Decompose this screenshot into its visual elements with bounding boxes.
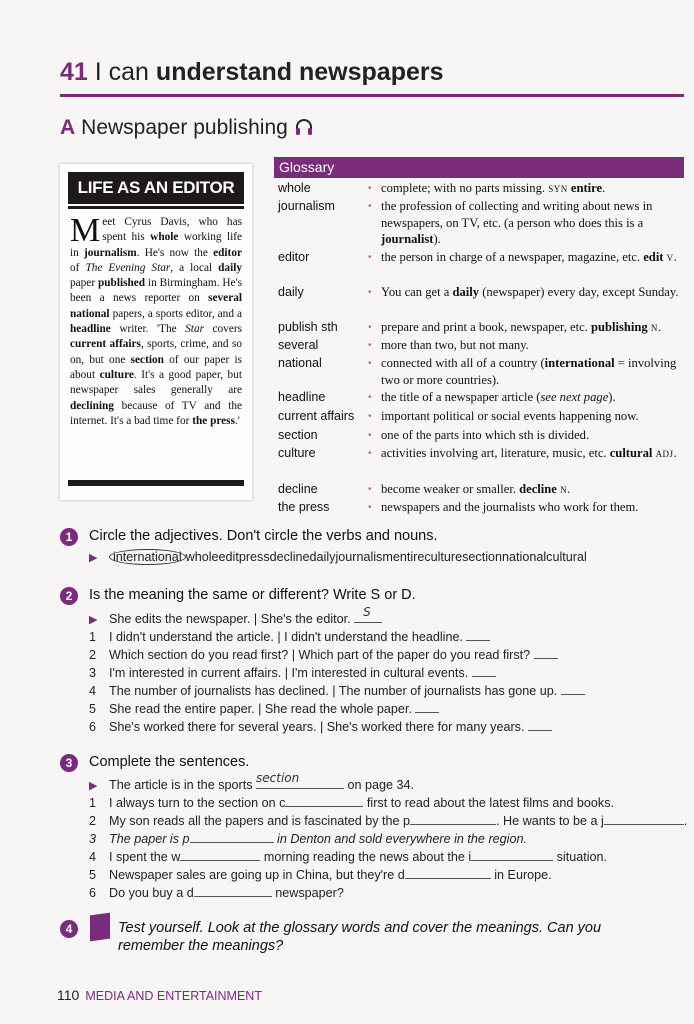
item-text: She's worked there for several years. | She's worked there for many years. [109,720,528,734]
drop-cap: M [70,212,101,249]
definition-run: entire [570,181,603,195]
item-number: 5 [89,702,97,716]
glossary-definition [381,337,684,354]
definition-run: V [666,253,674,263]
answer-blank[interactable] [410,815,496,825]
clipping-run: .' [234,414,240,427]
glossary-term: current affairs [278,409,355,423]
clipping-bottom-rule [68,480,244,486]
clipping-run: paper [70,277,98,290]
headphones-icon[interactable] [294,117,314,137]
definition-run: decline [519,482,557,496]
answer-blank[interactable] [561,685,585,695]
clipping-run: section [130,353,164,366]
definition-run: N [650,323,658,333]
definition-run: activities involving art, literature, music, etc. [381,446,610,460]
example-arrow-icon: ▶ [89,780,98,792]
definition-run: ). [433,232,441,246]
bullet-icon: • [368,183,372,194]
exercise-3-item [89,886,344,900]
glossary-term: daily [278,285,304,299]
definition-run: prepare and print a book, newspaper, etc. [381,320,592,334]
bullet-icon: • [368,358,372,369]
clipping-run: papers, a sports editor, and a [109,307,242,320]
item-text: The number of journalists has declined. | The number of journalists has gone up. [109,684,561,698]
bullet-icon: • [368,448,372,459]
example-arrow-icon: ▶ [89,552,98,564]
answer-blank[interactable] [194,887,272,897]
glossary-header: Glossary [274,157,684,178]
bullet-icon: • [368,502,372,513]
item-number: 1 [89,796,97,810]
item-number: 2 [89,814,97,828]
clipping-run: working life in [70,231,242,259]
word-chain: wholeeditpressdeclinedailyjournalismentireculturesectionnationalcultural [185,550,587,564]
exercise-3-instruction: Complete the sentences. [89,754,250,770]
definition-run: ). [608,390,616,404]
exercise-1-instruction: Circle the adjectives. Don't circle the verbs and nouns. [89,528,438,544]
glossary-term: journalism [278,199,335,213]
item-number: 3 [89,666,97,680]
definition-run: complete; with no parts missing. [381,181,549,195]
item-number: 6 [89,720,97,734]
title-bold: understand newspapers [155,58,444,86]
item-text: . He wants to be a j [496,814,604,828]
bullet-icon: • [368,430,372,441]
clipping-run: several national [70,292,242,320]
exercise-2-example [89,605,382,626]
clipping-run: headline [70,323,111,336]
clipping-run: Star [185,323,204,336]
exercise-2-item [89,720,552,734]
section-heading [60,116,314,140]
example-answer: section [256,771,300,785]
bullet-icon: • [368,322,372,333]
definition-run: . [657,320,662,334]
item-text: The paper is p [109,832,190,846]
clipping-run: published [97,277,146,290]
definition-run: N [560,485,568,495]
clipping-run: , sports, crime, and so on, but one [70,338,242,366]
glossary-definition [381,499,684,516]
bullet-icon: • [368,392,372,403]
definition-run: = involving two or more countries). [381,356,677,387]
item-text: newspaper? [271,886,344,900]
bullet-icon: • [368,484,372,495]
item-text: I spent the w [109,850,181,864]
item-text: Do you buy a d [109,886,194,900]
item-number: 3 [89,832,97,846]
bullet-icon: • [368,340,372,351]
exercise-4-instruction [118,919,601,955]
newspaper-clipping [60,164,252,500]
answer-blank[interactable] [466,631,490,641]
exercise-2-item [89,684,585,698]
example-arrow-icon: ▶ [89,614,98,626]
page-footer [57,987,262,1003]
glossary-term: national [278,356,322,370]
clipping-rule [68,206,244,209]
answer-blank[interactable] [256,771,344,789]
exercise-2-item [89,702,439,716]
glossary-definition [381,481,684,499]
answer-blank[interactable] [534,649,558,659]
clipping-run: daily [218,261,242,274]
item-text: I didn't understand the article. | I didn't understand the headline. [109,630,467,644]
exercise-2-item [89,666,496,680]
definition-run: the title of a newspaper article ( [381,390,541,404]
clipping-run: editor [213,246,242,259]
clipping-run: whole [150,231,179,244]
exercise-1-number: 1 [60,528,78,546]
answer-blank[interactable] [471,851,553,861]
definition-run: edit [643,250,664,264]
clipping-run: the press [192,414,235,427]
definition-run: newspapers and the journalists who work for them. [381,500,639,514]
exercise-4-number: 4 [60,920,78,938]
example-part-b: on page 34. [344,778,415,792]
clipping-run: because of TV and the internet. It's a bad time for [70,399,242,427]
exercise-3-item [89,868,552,882]
clipping-run: eet Cyrus Davis, who has spent his [102,216,242,244]
definition-run: the profession of collecting and writing about news in newspapers, on TV, etc. (a person who does this is a [381,199,653,230]
definition-run: journalist [381,232,434,246]
definition-run: cultural [609,446,653,460]
clipping-headline: LIFE AS AN EDITOR [68,172,244,204]
page-number: 110 [57,987,80,1003]
item-number: 5 [89,868,97,882]
glossary-term: editor [278,250,310,264]
definition-run: more than two, but not many. [381,338,529,352]
circled-word: international [109,549,186,565]
definition-run: (newspaper) every day, except Sunday. [479,285,679,299]
glossary-definition [381,284,684,301]
exercise-3-item [89,850,607,864]
section-title: Newspaper publishing [81,116,288,139]
glossary-definition [381,389,684,406]
item-text: My son reads all the papers and is fascinated by the p [109,814,411,828]
exercise-1-letters [89,550,587,564]
item-text: . [683,814,688,828]
item-number: 2 [89,648,97,662]
example-part-a: The article is in the sports [109,778,256,792]
item-text: situation. [553,850,608,864]
definition-run: . [602,181,606,195]
exercise-4-line-1: Test yourself. Look at the glossary words and cover the meanings. Can you [118,920,602,936]
answer-blank[interactable] [528,721,552,731]
glossary-term: whole [278,181,311,195]
answer-blank[interactable] [472,667,496,677]
item-text: in Denton and sold everywhere in the region. [273,832,527,846]
item-text: Which section do you read first? | Which part of the paper do you read first? [109,648,534,662]
title-plain: I can [94,58,156,86]
title-divider [60,94,684,97]
bullet-icon: • [368,411,372,422]
bullet-icon: • [368,201,372,212]
definition-run: ADJ [655,449,674,459]
glossary-definition [381,445,684,463]
glossary-term: decline [278,482,318,496]
clipping-run: of our paper is about [70,353,243,381]
bullet-icon: • [368,287,372,298]
clipping-run: . It's a good paper, but newspaper sales generally are [70,368,242,397]
glossary-term: several [278,338,319,352]
definition-run: publishing [591,320,648,334]
definition-run: SYN [548,184,568,194]
exercise-2-item [89,648,558,662]
answer-blank[interactable] [180,851,260,861]
definition-run: important political or social events happening now. [381,409,639,423]
footer-section: MEDIA AND ENTERTAINMENT [85,989,262,1003]
unit-number: 41 [60,58,88,86]
page-title [60,58,444,87]
definition-run: . [673,446,677,460]
glossary-definition [381,355,684,388]
clipping-run: culture [99,368,134,381]
clipping-run: writer. 'The [110,323,186,336]
definition-run: You can get a [381,285,453,299]
glossary-definition [381,180,684,198]
clipping-run: journalism [83,246,137,259]
bullet-icon: • [368,252,372,263]
answer-blank[interactable] [604,815,684,825]
clipping-run: current affairs [70,338,141,351]
definition-run: one of the parts into which sth is divided. [381,428,590,442]
example-text: She edits the newspaper. | She's the editor. [109,612,351,626]
item-text: She read the entire paper. | She read the whole paper. [109,702,416,716]
item-text: in Europe. [490,868,552,882]
exercise-3-number: 3 [60,754,78,772]
exercise-3-item [89,832,527,846]
clipping-run: declining [70,399,114,412]
item-number: 4 [89,850,97,864]
answer-blank[interactable] [285,797,363,807]
item-number: 6 [89,886,97,900]
answer-blank[interactable] [415,703,439,713]
item-text: I'm interested in current affairs. | I'm interested in cultural events. [109,666,472,680]
glossary-term: headline [278,390,326,404]
exercise-2-item [89,630,490,644]
answer-blank[interactable] [405,869,491,879]
exercise-2-number: 2 [60,587,78,605]
item-number: 4 [89,684,97,698]
exercise-4-line-2: remember the meanings? [118,938,284,954]
exercise-3-example [89,771,415,792]
answer-blank[interactable] [354,605,382,623]
glossary-term: the press [278,500,330,514]
clipping-text [70,212,243,427]
glossary-term: culture [278,446,316,460]
glossary-definition [381,198,684,248]
section-letter: A [60,116,76,139]
glossary-term: publish sth [278,320,338,334]
exercise-3-item [89,796,614,810]
clipping-run: , a local [170,261,219,274]
item-text: I always turn to the section on c [109,796,286,810]
definition-run: . [673,250,677,264]
clipping-run: . He's now the [136,246,214,259]
item-number: 1 [89,630,97,644]
glossary-definition [381,427,684,444]
glossary-term: section [278,428,318,442]
definition-run: . [567,482,571,496]
definition-run: international [544,356,615,370]
definition-run: become weaker or smaller. [381,482,520,496]
example-answer: S [363,605,371,619]
item-text: morning reading the news about the i [260,850,472,864]
cover-card-icon [90,913,110,942]
clipping-body [68,212,244,429]
clipping-run: in Birmingham. He's been a news reporter on [70,277,243,305]
clipping-run: The Evening Star [85,261,171,274]
definition-run: daily [452,285,480,299]
answer-blank[interactable] [190,833,274,843]
clipping-run: of [70,261,86,274]
definition-run: see next page [540,390,609,404]
item-text: first to read about the latest films and books. [363,796,615,810]
item-text: Newspaper sales are going up in China, but they're d [109,868,405,882]
exercise-3-item [89,814,687,828]
glossary-definition [381,249,684,267]
glossary-definition [381,319,684,337]
clipping-run: covers [204,323,243,336]
definition-run: connected with all of a country ( [381,356,545,370]
glossary-definition [381,408,684,425]
definition-run: the person in charge of a newspaper, magazine, etc. [381,250,644,264]
exercise-2-instruction: Is the meaning the same or different? Write S or D. [89,587,416,603]
